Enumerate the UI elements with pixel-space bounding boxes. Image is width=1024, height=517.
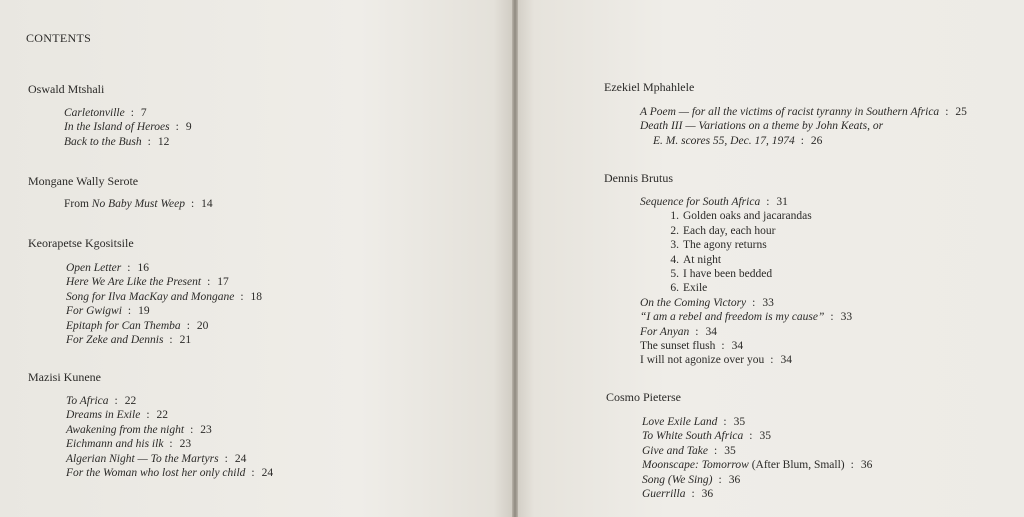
entry-separator: :	[830, 311, 834, 324]
entry-title: Love Exile Land	[642, 416, 718, 428]
toc-entry	[66, 394, 273, 408]
entry-page-number: 26	[810, 134, 823, 147]
entry-page-number: 34	[705, 325, 717, 338]
entry-list	[66, 261, 262, 347]
entry-title: For Anyan	[640, 325, 690, 338]
toc-entry	[640, 224, 852, 238]
toc-entry	[66, 275, 262, 289]
toc-entry	[640, 209, 852, 223]
toc-entry	[66, 319, 262, 333]
entry-title: No Baby Must Weep	[91, 198, 185, 210]
entry-separator: :	[718, 473, 722, 486]
entry-separator: :	[127, 305, 132, 318]
toc-entry	[640, 253, 852, 267]
entry-title: On the Coming Victory	[640, 296, 747, 309]
toc-entry	[640, 238, 852, 252]
entry-page-number: 33	[840, 311, 853, 324]
contents-heading: CONTENTS	[26, 31, 92, 45]
toc-entry	[640, 310, 852, 324]
entry-separator: :	[695, 325, 699, 338]
entry-page-number: 18	[250, 290, 263, 303]
toc-entry	[642, 458, 872, 472]
entry-page-number: 9	[185, 121, 192, 134]
entry-separator: :	[169, 438, 173, 451]
entry-title: The sunset flush	[640, 340, 716, 353]
entry-separator: :	[800, 134, 804, 147]
entry-title: Carletonville	[64, 107, 125, 119]
entry-separator: :	[130, 107, 134, 119]
toc-entry	[640, 105, 967, 119]
entry-separator: :	[190, 423, 194, 436]
author-name: Ezekiel Mphahlele	[604, 80, 695, 94]
entry-title: Epitaph for Can Themba	[66, 319, 181, 332]
entry-separator: :	[224, 452, 228, 465]
entry-page-number: 22	[156, 409, 169, 422]
entry-title: The agony returns	[683, 239, 767, 252]
toc-entry	[640, 267, 852, 281]
toc-entry	[64, 197, 213, 211]
entry-title: At night	[683, 253, 722, 266]
entry-separator: :	[752, 296, 756, 309]
entry-title: I have been bedded	[683, 268, 773, 281]
entry-title: I will not agonize over you	[640, 354, 765, 367]
toc-entry	[64, 106, 192, 120]
entry-title: Awakening from the night	[66, 423, 185, 436]
entry-page-number: 35	[759, 430, 771, 443]
entry-separator: :	[850, 459, 854, 472]
entry-separator: :	[190, 198, 195, 210]
entry-title: For Gwigwi	[66, 305, 122, 318]
toc-entry	[642, 429, 872, 443]
entry-separator: :	[766, 196, 770, 208]
entry-page-number: 36	[860, 459, 873, 472]
toc-entry	[64, 135, 192, 149]
entry-page-number: 25	[955, 106, 967, 118]
entry-page-number: 17	[217, 276, 229, 289]
toc-entry	[640, 134, 967, 148]
entry-page-number: 35	[724, 444, 736, 457]
entry-list	[642, 415, 872, 501]
entry-page-number: 36	[701, 488, 714, 501]
entry-page-number: 34	[731, 340, 744, 353]
entry-number: 5.	[670, 268, 679, 281]
toc-entry	[640, 281, 852, 295]
entry-page-number: 7	[140, 107, 147, 119]
entry-number: 3.	[670, 239, 679, 252]
entry-title: Each day, each hour	[683, 224, 776, 237]
author-name: Mongane Wally Serote	[28, 174, 139, 188]
entry-number: 6.	[670, 282, 679, 295]
entry-page-number: 23	[200, 423, 212, 436]
toc-entry	[66, 408, 273, 422]
author-name: Cosmo Pieterse	[606, 390, 681, 404]
toc-entry	[642, 473, 872, 487]
right-page	[514, 0, 1024, 517]
entry-title: For Zeke and Dennis	[66, 334, 164, 347]
toc-entry	[66, 452, 273, 466]
entry-page-number: 16	[137, 262, 149, 274]
toc-entry	[640, 296, 852, 310]
entry-title: Song (We Sing)	[642, 473, 713, 486]
entry-title: Moonscape: Tomorrow	[642, 459, 749, 472]
toc-entry	[640, 325, 852, 339]
entry-title: Open Letter	[66, 262, 122, 274]
entry-page-number: 36	[728, 473, 741, 486]
toc-entry	[642, 487, 872, 501]
author-name: Dennis Brutus	[604, 171, 673, 185]
entry-page-number: 23	[179, 438, 192, 451]
entry-list	[640, 105, 967, 148]
entry-separator: :	[240, 290, 244, 303]
entry-title: A Poem — for all the victims of racist tyranny in Southern Africa	[640, 106, 940, 118]
entry-title: Dreams in Exile	[66, 409, 141, 422]
entry-title: For the Woman who lost her only child	[66, 467, 246, 480]
entry-separator: :	[114, 395, 118, 407]
entry-title: “I am a rebel and freedom is my cause”	[640, 311, 825, 324]
toc-entry	[64, 120, 192, 134]
entry-separator: :	[945, 106, 949, 118]
entry-number: 4.	[670, 253, 679, 266]
entry-separator: :	[175, 121, 179, 134]
toc-entry	[640, 353, 852, 367]
entry-number: 2.	[670, 224, 679, 237]
author-name: Oswald Mtshali	[28, 82, 105, 96]
toc-entry	[66, 261, 262, 275]
entry-title: E. M. scores 55, Dec. 17, 1974	[653, 134, 795, 147]
entry-page-number: 34	[780, 354, 792, 367]
toc-entry	[66, 437, 273, 451]
entry-title: Sequence for South Africa	[640, 196, 761, 208]
toc-entry	[66, 304, 262, 318]
author-name: Keorapetse Kgositsile	[28, 236, 134, 250]
entry-list	[64, 197, 213, 211]
entry-note: (After Blum, Small)	[748, 459, 845, 472]
entry-separator: :	[127, 262, 131, 274]
entry-separator: :	[749, 430, 753, 443]
toc-entry	[66, 423, 273, 437]
toc-entry	[66, 466, 273, 480]
entry-page-number: 14	[201, 198, 213, 210]
entry-separator: :	[169, 334, 173, 347]
entry-page-number: 21	[179, 334, 192, 347]
entry-separator: :	[207, 276, 211, 289]
entry-page-number: 20	[196, 319, 209, 332]
entry-list	[66, 394, 273, 480]
entry-separator: :	[147, 135, 151, 148]
entry-title: In the Island of Heroes	[64, 121, 170, 134]
entry-title: Death III — Variations on a theme by John Keats, or	[640, 120, 884, 133]
entry-list	[640, 195, 852, 368]
entry-page-number: 33	[762, 296, 774, 309]
entry-separator: :	[723, 416, 727, 428]
entry-title: Give and Take	[642, 444, 709, 457]
entry-separator: :	[714, 444, 718, 457]
entry-separator: :	[251, 467, 255, 480]
entry-title: To White South Africa	[642, 430, 744, 443]
entry-prefix: From	[64, 198, 92, 210]
toc-entry	[66, 333, 262, 347]
author-name: Mazisi Kunene	[28, 370, 101, 384]
toc-entry	[642, 444, 872, 458]
toc-entry	[640, 119, 967, 133]
entry-title: Guerrilla	[642, 488, 686, 501]
entry-separator: :	[721, 340, 725, 353]
entry-separator: :	[691, 488, 695, 501]
entry-separator: :	[146, 409, 150, 422]
entry-title: Song for Ilva MacKay and Mongane	[66, 290, 235, 303]
entry-page-number: 19	[138, 305, 150, 318]
entry-title: Here We Are Like the Present	[66, 276, 202, 289]
entry-separator: :	[770, 354, 774, 367]
entry-number: 1.	[670, 210, 679, 223]
entry-title: Exile	[683, 282, 708, 295]
entry-separator: :	[186, 319, 190, 332]
entry-list	[64, 106, 192, 149]
toc-entry	[640, 339, 852, 353]
entry-title: Algerian Night — To the Martyrs	[66, 452, 219, 465]
toc-entry	[642, 415, 872, 429]
entry-page-number: 22	[124, 395, 137, 407]
entry-title: Golden oaks and jacarandas	[683, 210, 812, 223]
entry-page-number: 24	[234, 452, 247, 465]
entry-title: Eichmann and his ilk	[66, 438, 164, 451]
entry-title: Back to the Bush	[64, 135, 142, 148]
entry-title: To Africa	[66, 395, 109, 407]
toc-entry	[66, 290, 262, 304]
entry-page-number: 31	[776, 196, 788, 208]
book-gutter	[512, 0, 518, 517]
entry-page-number: 12	[157, 135, 170, 148]
entry-page-number: 24	[261, 467, 274, 480]
entry-page-number: 35	[733, 416, 746, 428]
toc-entry	[640, 195, 852, 209]
